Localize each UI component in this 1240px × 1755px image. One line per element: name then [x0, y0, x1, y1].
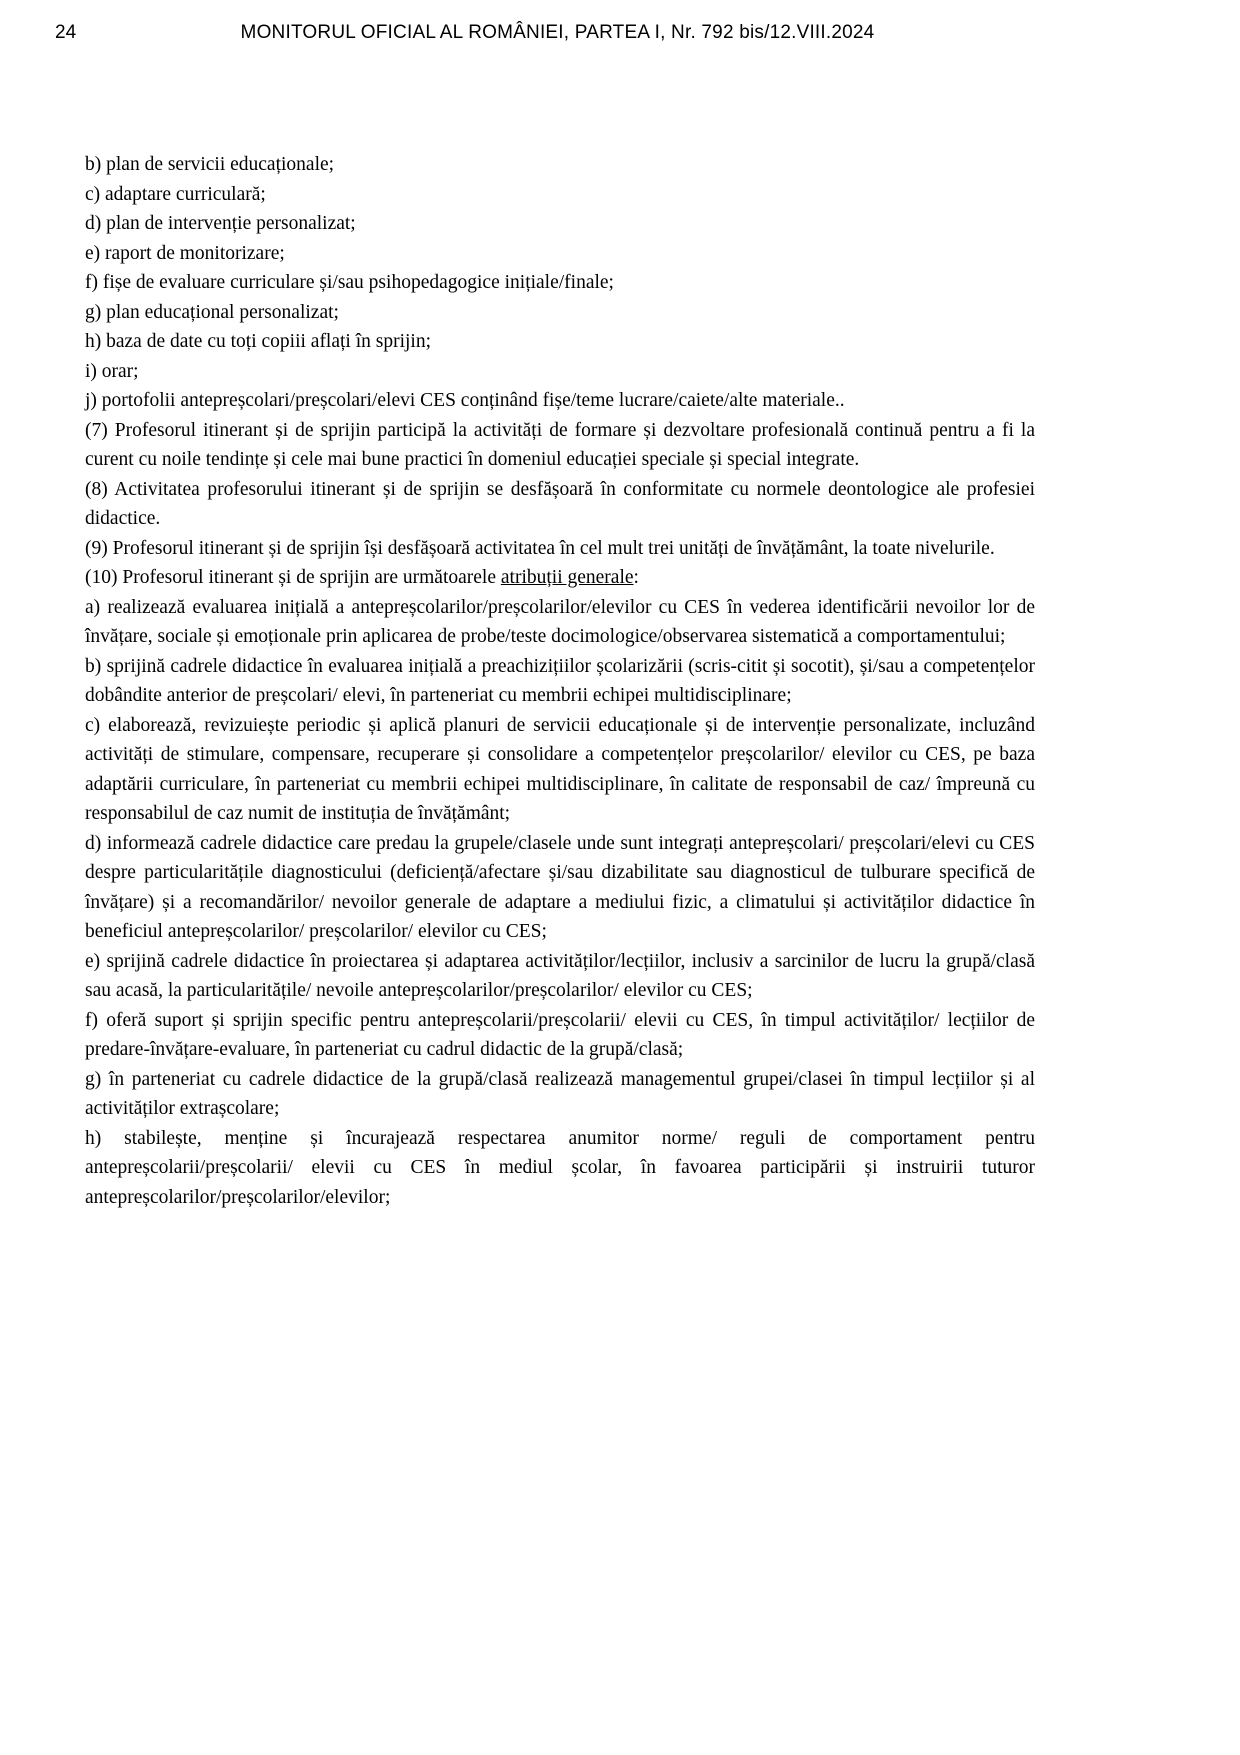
paragraph-clause-10-lead: (10) Profesorul itinerant și de sprijin are următoarele [85, 567, 501, 588]
paragraph-duty-d: d) informează cadrele didactice care predau la grupele/clasele unde sunt integrați antepreșcolari/ preșcolari/elevi cu CES despre particularitățile diagnosticului (deficiență/afectare și/sau dizabilitate sau diagnosticul de tulburare specifică de învățare) și a recomandărilor/ nevoilor generale de adaptare a mediului fizic, a climatului și activităților didactice în beneficiul antepreșcolarilor/ preșcolarilor/ elevilor cu CES; [85, 832, 1035, 942]
paragraph-clause-10 [85, 563, 1035, 593]
header-title: MONITORUL OFICIAL AL ROMÂNIEI, PARTEA I, Nr. 792 bis/12.VIII.2024 [240, 22, 875, 43]
paragraph-list-item-d: d) plan de intervenție personalizat; [85, 213, 356, 234]
paragraph-duty-e: e) sprijină cadrele didactice în proiectarea și adaptarea activităților/lecțiilor, inclusiv a sarcinilor de lucru la grupă/clasă sau acasă, la particularitățile/ nevoile antepreșcolarilor/preșcolarilor/ elevilor cu CES; [85, 950, 1035, 1001]
paragraph-list-item-e: e) raport de monitorizare; [85, 242, 285, 264]
paragraph-list-item-i: i) orar; [85, 360, 139, 382]
paragraph-list-item-c: c) adaptare curriculară; [85, 183, 266, 205]
page-number: 24 [55, 22, 77, 43]
page-header [55, 22, 1185, 50]
paragraph-list-item-j: j) portofolii antepreșcolari/preșcolari/elevi CES conținând fișe/teme lucrare/caiete/alte materiale.. [85, 390, 845, 411]
paragraph-list-item-h: h) baza de date cu toți copiii aflați în sprijin; [85, 331, 432, 352]
paragraph-clause-10-underlined-term: atribuții generale [500, 567, 634, 588]
paragraph-list-item-g: g) plan educațional personalizat; [85, 301, 339, 323]
paragraph-duty-h: h) stabilește, menține și încurajează respectarea anumitor norme/ reguli de comportament pentru antepreșcolarii/preșcolarii/ elevii cu CES în mediul școlar, în favoarea participării și instruirii tuturor antepreșcolarilor/preșcolarilor/elevilor; [85, 1127, 1035, 1208]
paragraph-duty-b: b) sprijină cadrele didactice în evaluarea inițială a preachizițiilor școlarizării (scris-citit și socotit), și/sau a competențelor dobândite anterior de preșcolari/ elevi, în parteneriat cu membrii echipei multidisciplinare; [85, 655, 1035, 706]
paragraph-duty-f: f) oferă suport și sprijin specific pentru antepreșcolarii/preșcolarii/ elevii cu CES, în timpul activităților/ lecțiilor de predare-învățare-evaluare, în parteneriat cu cadrul didactic de la grupă/clasă; [85, 1009, 1035, 1060]
paragraph-duty-g: g) în parteneriat cu cadrele didactice de la grupă/clasă realizează managementul grupei/clasei în timpul lecțiilor și al activităților extrașcolare; [85, 1068, 1035, 1119]
paragraph-clause-8: (8) Activitatea profesorului itinerant și de sprijin se desfășoară în conformitate cu normele deontologice ale profesiei didactice. [85, 478, 1035, 529]
paragraph-duty-c: c) elaborează, revizuiește periodic și aplică planuri de servicii educaționale și de intervenție personalizate, incluzând activități de stimulare, compensare, recuperare și consolidare a competențelor preșcolarilor/ elevilor cu CES, pe baza adaptării curriculare, în parteneriat cu membrii echipei multidisciplinare, în calitate de responsabil de caz/ împreună cu responsabilul de caz numit de instituția de învățământ; [85, 714, 1035, 824]
paragraph-clause-7: (7) Profesorul itinerant și de sprijin participă la activități de formare și dezvoltare profesională continuă pentru a fi la curent cu noile tendințe și cele mai bune practici în domeniul educației speciale și special integrate. [85, 419, 1035, 470]
paragraph-clause-10-tail: : [633, 567, 639, 588]
document-body [85, 150, 1035, 1212]
paragraph-clause-9: (9) Profesorul itinerant și de sprijin își desfășoară activitatea în cel mult trei unități de învățământ, la toate nivelurile. [85, 537, 995, 559]
paragraph-list-item-f: f) fișe de evaluare curriculare și/sau psihopedagogice inițiale/finale; [85, 272, 614, 293]
paragraph-duty-a: a) realizează evaluarea inițială a antepreșcolarilor/preșcolarilor/elevilor cu CES în vederea identificării nevoilor lor de învățare, sociale și emoționale prin aplicarea de probe/teste docimologice/observarea sistematică a comportamentului; [85, 596, 1035, 647]
paragraph-list-item-b: b) plan de servicii educaționale; [85, 154, 335, 175]
